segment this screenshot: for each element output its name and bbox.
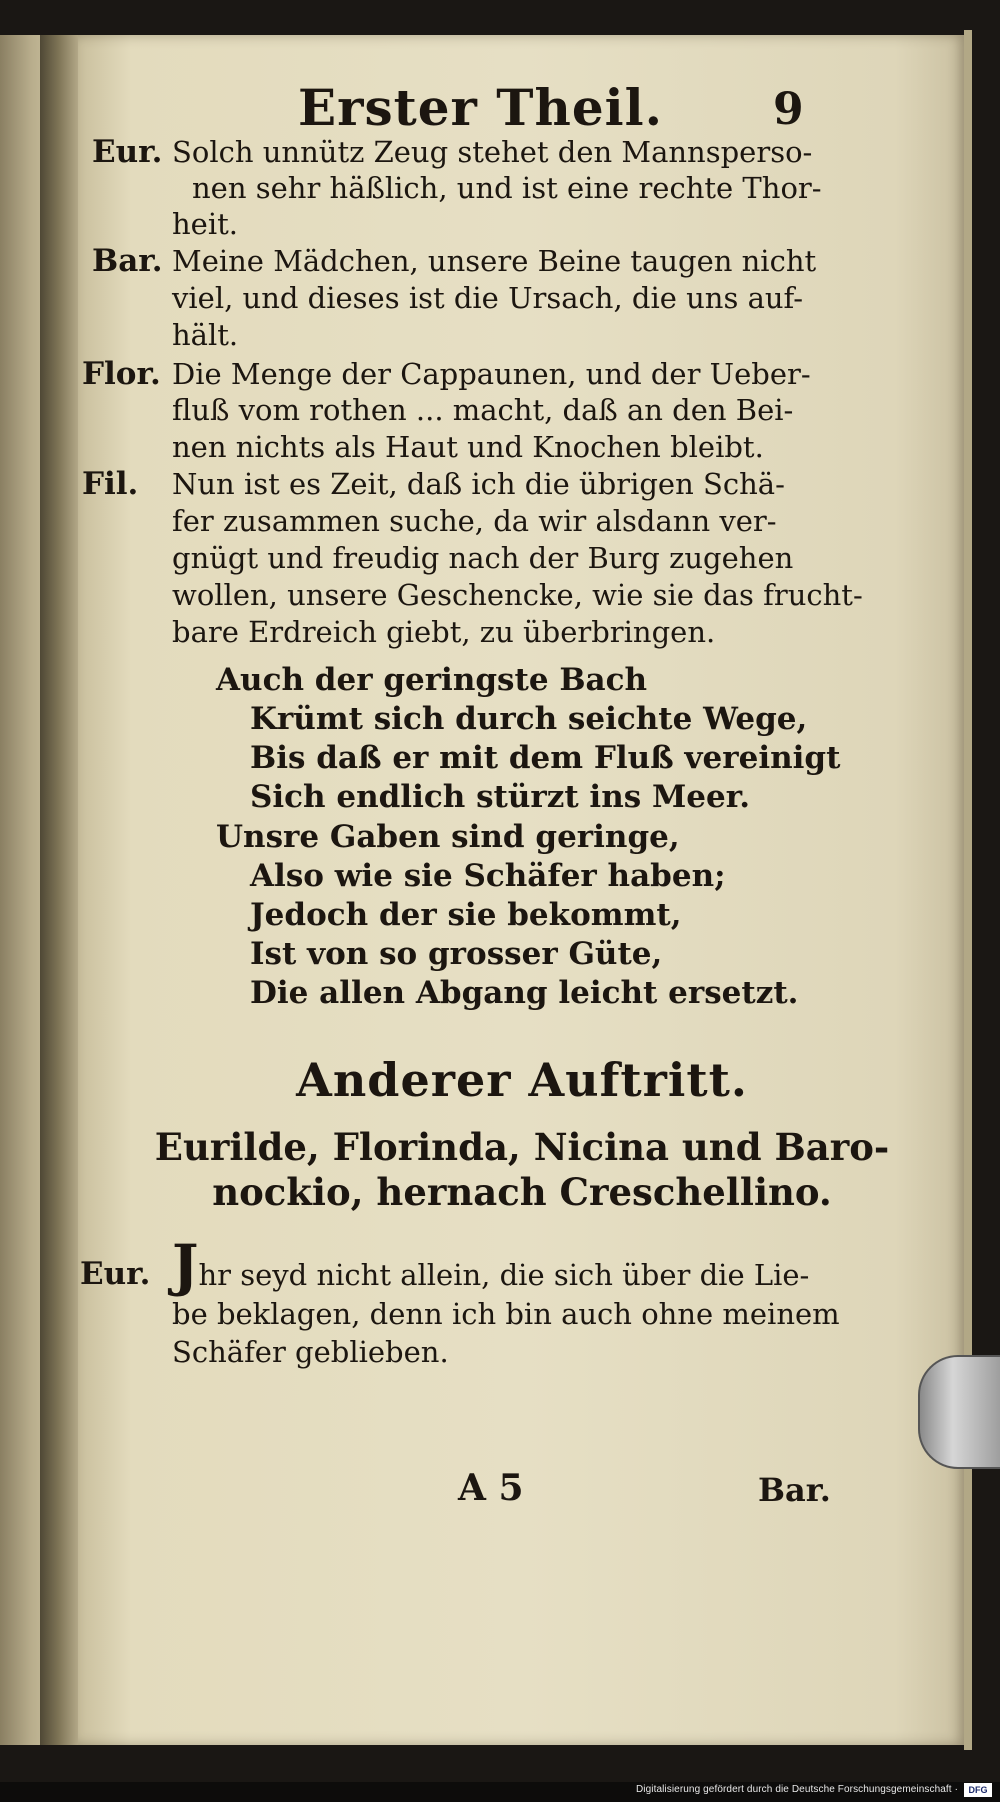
- cast-list: nockio, hernach Creschellino.: [212, 1170, 832, 1214]
- speech-line: Die Menge der Cappaunen, und der Ueber-: [172, 357, 811, 391]
- drop-capital: J: [172, 1233, 199, 1299]
- scene-heading: Anderer Auftritt.: [296, 1053, 748, 1107]
- speech-line: hält.: [172, 318, 239, 352]
- page-turn-tab[interactable]: [918, 1355, 1000, 1469]
- speech-line: gnügt und freudig nach der Burg zugehen: [172, 541, 794, 575]
- speaker: Bar.: [92, 243, 163, 279]
- catchword: Bar.: [758, 1471, 831, 1509]
- running-title: Erster Theil.: [298, 78, 664, 137]
- verse-line: Auch der geringste Bach: [216, 662, 648, 698]
- speech-line: viel, und dieses ist die Ursach, die uns auf-: [172, 281, 804, 315]
- speech-line: fluß vom rothen ... macht, daß an den Bei-: [172, 393, 794, 427]
- verse-line: Unsre Gaben sind geringe,: [216, 819, 680, 855]
- speaker: Eur.: [92, 134, 163, 170]
- speech-line: Schäfer geblieben.: [172, 1335, 449, 1369]
- speech-line: Jhr seyd nicht allein, die sich über die Lie-: [172, 1233, 810, 1299]
- verse-line: Bis daß er mit dem Fluß vereinigt: [250, 740, 841, 776]
- verse-line: Ist von so grosser Güte,: [250, 936, 663, 972]
- speech-line: Solch unnütz Zeug stehet den Mannsperso-: [172, 135, 813, 169]
- verse-line: Krümt sich durch seichte Wege,: [250, 701, 808, 737]
- book-gutter: [40, 35, 82, 1745]
- page-number: 9: [773, 84, 804, 135]
- page-text: [78, 35, 966, 1745]
- speaker: Eur.: [80, 1256, 151, 1292]
- cast-list: Eurilde, Florinda, Nicina und Baro-: [154, 1125, 890, 1169]
- verse-line: Jedoch der sie bekommt,: [250, 897, 682, 933]
- verse-line: Die allen Abgang leicht ersetzt.: [250, 975, 799, 1011]
- speech-line: be beklagen, denn ich bin auch ohne meinem: [172, 1297, 840, 1331]
- speech-line: fer zusammen suche, da wir alsdann ver-: [172, 504, 777, 538]
- signature-mark: A 5: [458, 1467, 524, 1509]
- speech-line: wollen, unsere Geschencke, wie sie das frucht-: [172, 578, 863, 612]
- speech-line: nen nichts als Haut und Knochen bleibt.: [172, 430, 764, 464]
- speaker: Flor.: [82, 356, 161, 392]
- speaker: Fil.: [82, 466, 139, 502]
- verse-line: Sich endlich stürzt ins Meer.: [250, 779, 751, 815]
- speech-line: nen sehr häßlich, und ist eine rechte Thor-: [192, 171, 822, 205]
- verse-line: Also wie sie Schäfer haben;: [250, 858, 726, 894]
- dfg-logo: DFG: [964, 1783, 992, 1797]
- speech-line: heit.: [172, 207, 238, 241]
- speech-line: bare Erdreich giebt, zu überbringen.: [172, 615, 716, 649]
- funding-credit: Digitalisierung gefördert durch die Deutsche Forschungsgemeinschaft ·: [635, 1784, 958, 1795]
- speech-line: Nun ist es Zeit, daß ich die übrigen Schä-: [172, 467, 785, 501]
- speech-line: Meine Mädchen, unsere Beine taugen nicht: [172, 244, 817, 278]
